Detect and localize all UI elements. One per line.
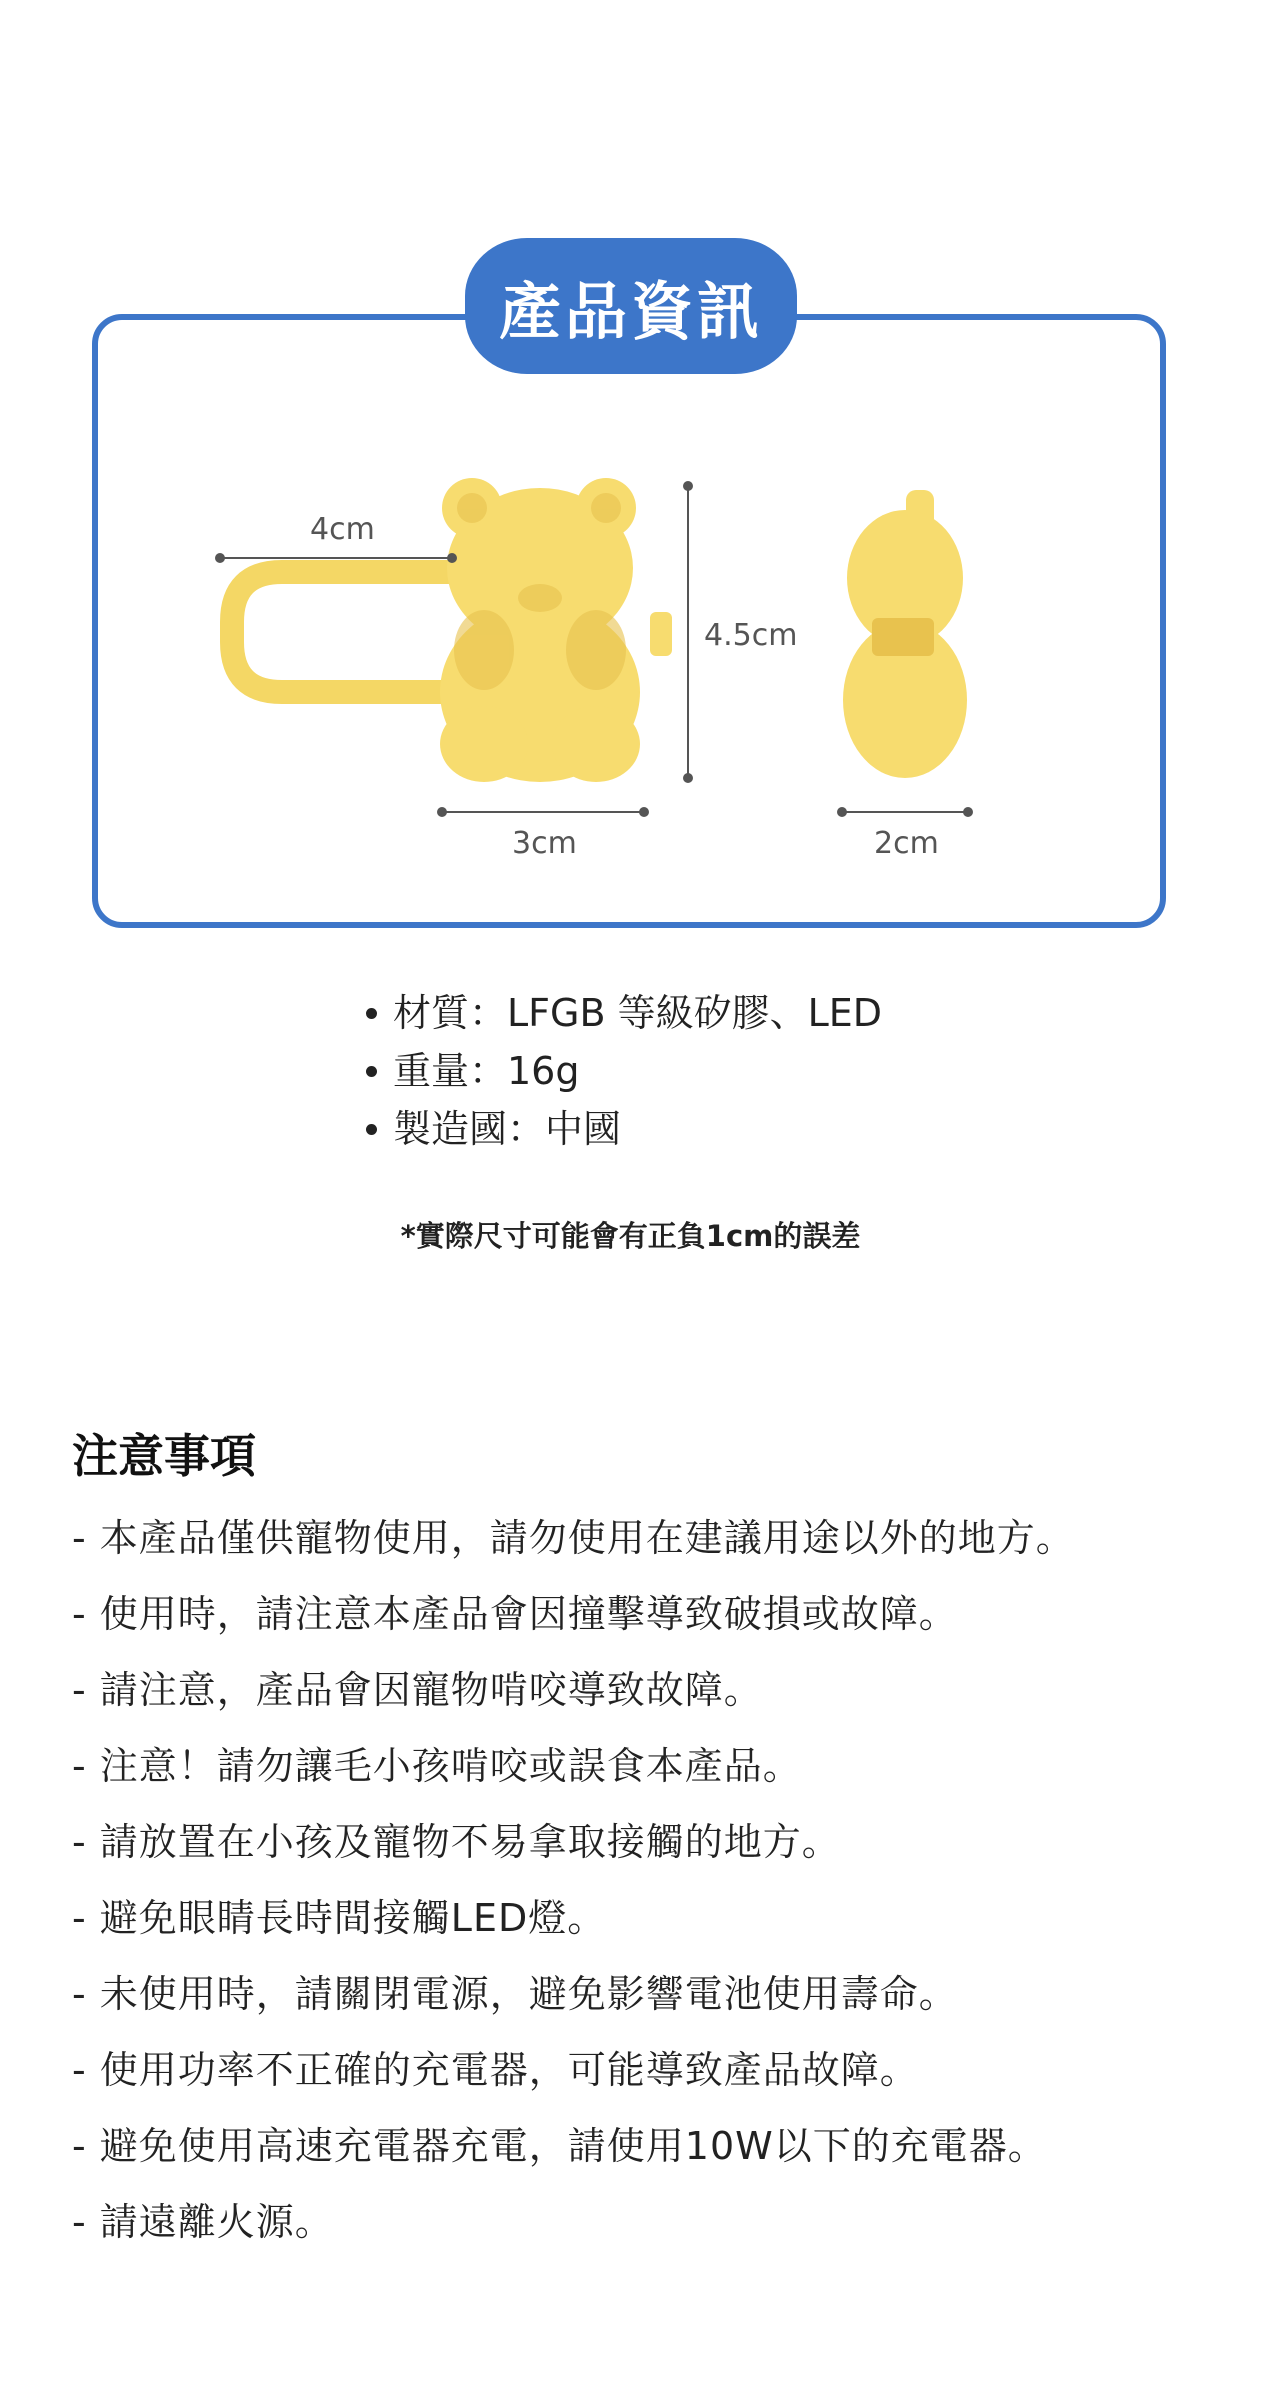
dim-label-side-width: 2cm (874, 826, 939, 861)
dim-label-handle: 4cm (310, 512, 375, 547)
dim-label-front-width: 3cm (512, 826, 577, 861)
bullet-icon (366, 1066, 377, 1077)
handle-loop (232, 572, 452, 692)
spec-item-weight: 重量：16g (366, 1042, 882, 1100)
caution-item: - 避免使用高速充電器充電，請使用10W以下的充電器。 (72, 2124, 1047, 2168)
spec-list (366, 984, 882, 1158)
size-tolerance-note: *實際尺寸可能會有正負1cm的誤差 (400, 1219, 861, 1253)
dim-label-height: 4.5cm (704, 618, 798, 653)
bullet-icon (366, 1124, 377, 1135)
spec-item-origin: 製造國：中國 (366, 1100, 882, 1158)
caution-item: - 請注意，產品會因寵物啃咬導致故障。 (72, 1668, 763, 1712)
caution-item: - 避免眼睛長時間接觸LED燈。 (72, 1896, 607, 1940)
bullet-icon (366, 1008, 377, 1019)
caution-item: - 請放置在小孩及寵物不易拿取接觸的地方。 (72, 1820, 841, 1864)
section-title: 產品資訊 (498, 274, 763, 348)
caution-item: - 未使用時，請關閉電源，避免影響電池使用壽命。 (72, 1972, 958, 2016)
caution-item: - 使用功率不正確的充電器，可能導致產品故障。 (72, 2048, 919, 2092)
caution-item: - 注意！請勿讓毛小孩啃咬或誤食本產品。 (72, 1744, 802, 1788)
bear-side (843, 490, 967, 778)
caution-item: - 使用時，請注意本產品會因撞擊導致破損或故障。 (72, 1592, 958, 1636)
caution-list (72, 1500, 1075, 2260)
spec-item-material: 材質：LFGB 等級矽膠、LED (366, 984, 882, 1042)
caution-item: - 本產品僅供寵物使用，請勿使用在建議用途以外的地方。 (72, 1516, 1075, 1560)
caution-item: - 請遠離火源。 (72, 2200, 334, 2244)
caution-title: 注意事項 (72, 1429, 256, 1483)
